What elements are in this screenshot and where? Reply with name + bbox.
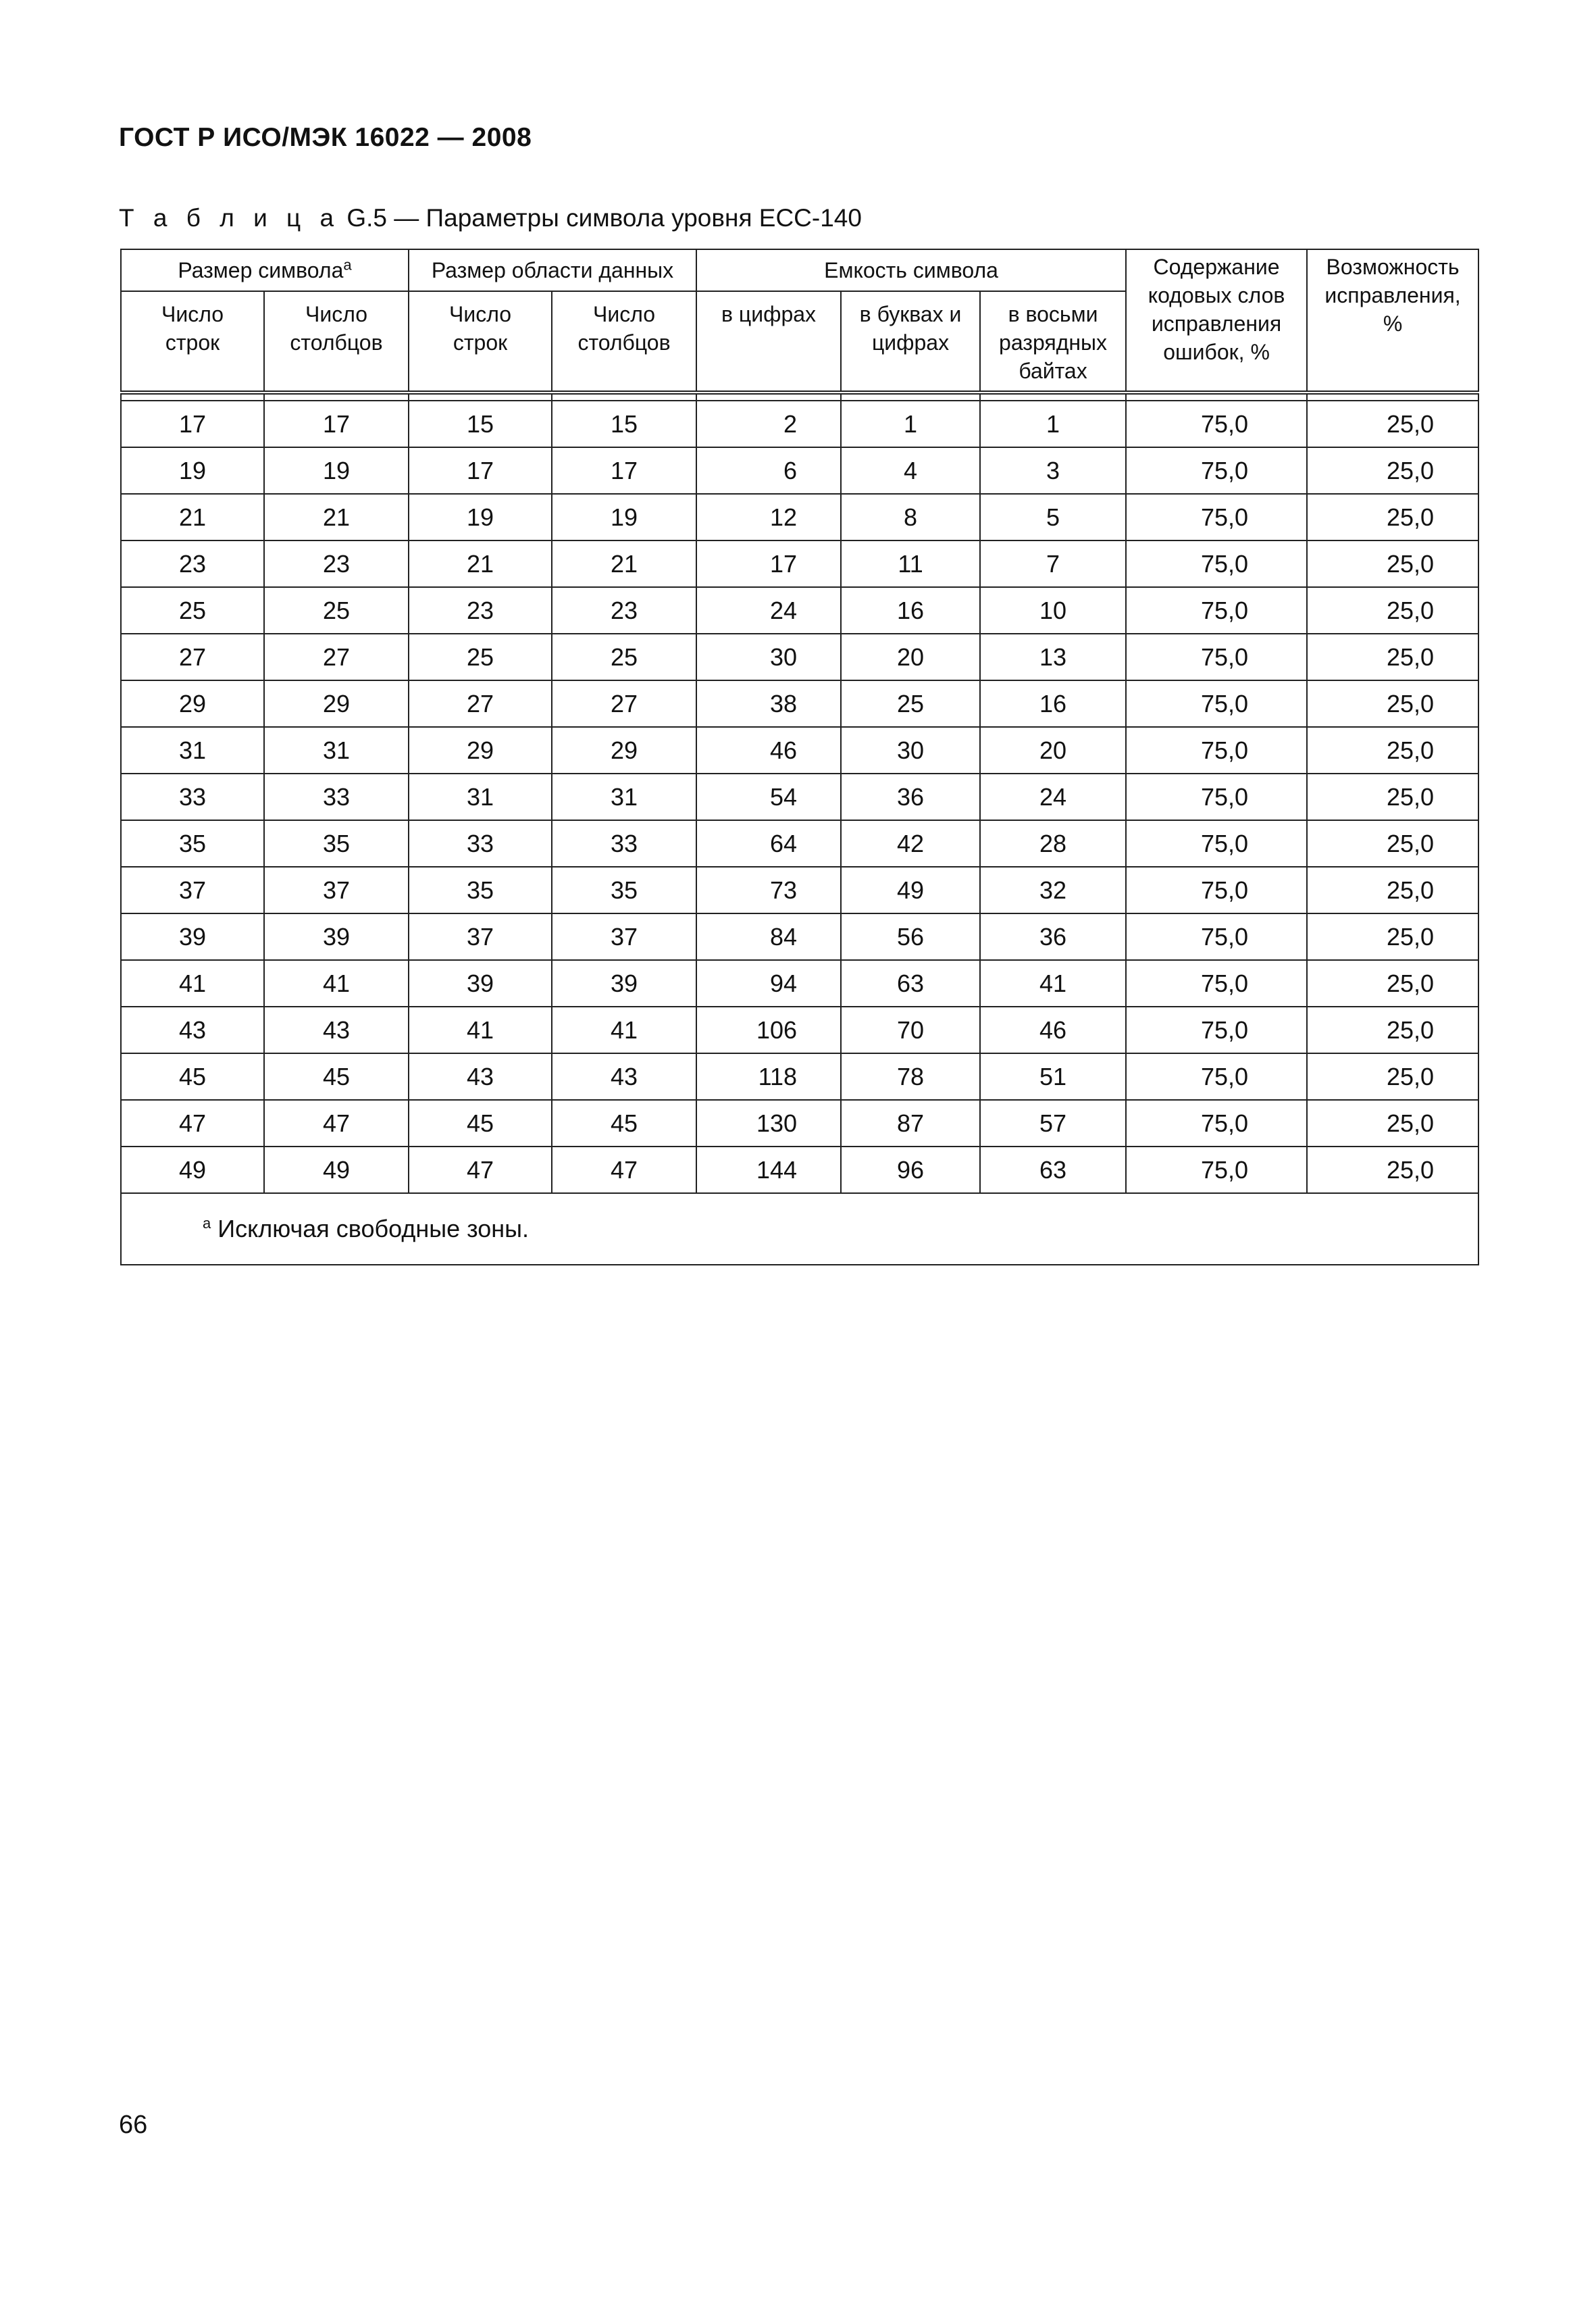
table-cell: 20 <box>841 634 980 680</box>
table-cell: 28 <box>980 820 1126 867</box>
table-cell: 49 <box>121 1147 264 1193</box>
table-cell: 25,0 <box>1307 1053 1478 1100</box>
table-cell: 46 <box>980 1007 1126 1053</box>
table-cell: 43 <box>552 1053 696 1100</box>
table-cell: 75,0 <box>1126 1100 1307 1147</box>
table-cell: 45 <box>264 1053 409 1100</box>
table-cell: 29 <box>264 680 409 727</box>
table-cell: 130 <box>696 1100 841 1147</box>
header-data-cols-count: Число столбцов <box>552 291 696 393</box>
table-row <box>121 540 1478 587</box>
table-cell: 96 <box>841 1147 980 1193</box>
table-cell: 17 <box>409 447 552 494</box>
table-cell: 19 <box>264 447 409 494</box>
table-cell: 25,0 <box>1307 634 1478 680</box>
table-cell: 75,0 <box>1126 820 1307 867</box>
table-cell: 75,0 <box>1126 401 1307 447</box>
table-cell: 25,0 <box>1307 1007 1478 1053</box>
table-cell: 27 <box>121 634 264 680</box>
table-cell: 47 <box>121 1100 264 1147</box>
table-cell: 41 <box>264 960 409 1007</box>
table-caption-prefix: Т а б л и ц а <box>119 204 340 232</box>
table-cell: 25,0 <box>1307 727 1478 774</box>
table-cell: 13 <box>980 634 1126 680</box>
table-cell: 21 <box>552 540 696 587</box>
table-cell: 41 <box>980 960 1126 1007</box>
table-cell: 30 <box>696 634 841 680</box>
table-cell: 6 <box>696 447 841 494</box>
table-cell: 25,0 <box>1307 494 1478 540</box>
table-cell: 12 <box>696 494 841 540</box>
table-cell: 37 <box>121 867 264 913</box>
table-cell: 24 <box>980 774 1126 820</box>
table-body <box>121 401 1478 1193</box>
table-cell: 75,0 <box>1126 727 1307 774</box>
table-cell: 11 <box>841 540 980 587</box>
header-symbol-size: Размер символа$^а$ <box>121 249 409 291</box>
table-cell: 45 <box>409 1100 552 1147</box>
table-row <box>121 913 1478 960</box>
table-cell: 75,0 <box>1126 867 1307 913</box>
table-cell: 17 <box>264 401 409 447</box>
header-digits: в цифрах <box>696 291 841 393</box>
table-cell: 25 <box>121 587 264 634</box>
table-cell: 56 <box>841 913 980 960</box>
table-row <box>121 447 1478 494</box>
table-cell: 29 <box>121 680 264 727</box>
table-cell: 39 <box>264 913 409 960</box>
table-cell: 43 <box>409 1053 552 1100</box>
table-cell: 35 <box>552 867 696 913</box>
table-cell: 75,0 <box>1126 634 1307 680</box>
header-bytes: в восьми разрядных байтах <box>980 291 1126 393</box>
table-cell: 41 <box>409 1007 552 1053</box>
parameters-table <box>120 249 1479 1265</box>
table-row <box>121 680 1478 727</box>
table-cell: 39 <box>121 913 264 960</box>
table-cell: 33 <box>552 820 696 867</box>
table-cell: 46 <box>696 727 841 774</box>
header-correction-capability: Возможность исправления, % <box>1307 249 1478 393</box>
table-cell: 25 <box>552 634 696 680</box>
header-alphanumeric: в буквах и цифрах <box>841 291 980 393</box>
table-cell: 47 <box>264 1100 409 1147</box>
table-cell: 16 <box>980 680 1126 727</box>
table-cell: 45 <box>552 1100 696 1147</box>
table-cell: 47 <box>409 1147 552 1193</box>
header-ec-content: Содержание кодовых слов исправления ошибок, % <box>1126 249 1307 393</box>
table-cell: 5 <box>980 494 1126 540</box>
table-cell: 25,0 <box>1307 540 1478 587</box>
table-cell: 7 <box>980 540 1126 587</box>
header-data-rows-count: Число строк <box>409 291 552 393</box>
table-row <box>121 1007 1478 1053</box>
page-number: 66 <box>119 2111 148 2139</box>
table-cell: 36 <box>980 913 1126 960</box>
table-cell: 33 <box>121 774 264 820</box>
table-cell: 23 <box>121 540 264 587</box>
table-cell: 25,0 <box>1307 447 1478 494</box>
table-cell: 21 <box>121 494 264 540</box>
table-cell: 106 <box>696 1007 841 1053</box>
table-cell: 25,0 <box>1307 1100 1478 1147</box>
table-cell: 8 <box>841 494 980 540</box>
table-cell: 33 <box>409 820 552 867</box>
table-cell: 24 <box>696 587 841 634</box>
table-cell: 25,0 <box>1307 401 1478 447</box>
table-cell: 21 <box>264 494 409 540</box>
table-cell: 25,0 <box>1307 1147 1478 1193</box>
table-cell: 21 <box>409 540 552 587</box>
table-cell: 64 <box>696 820 841 867</box>
table-cell: 1 <box>980 401 1126 447</box>
table-cell: 118 <box>696 1053 841 1100</box>
table-cell: 75,0 <box>1126 447 1307 494</box>
table-cell: 43 <box>121 1007 264 1053</box>
table-cell: 25,0 <box>1307 960 1478 1007</box>
header-cols-count: Число столбцов <box>264 291 409 393</box>
table-cell: 23 <box>552 587 696 634</box>
table-cell: 37 <box>264 867 409 913</box>
table-cell: 25 <box>841 680 980 727</box>
table-cell: 17 <box>552 447 696 494</box>
table-cell: 36 <box>841 774 980 820</box>
table-cell: 51 <box>980 1053 1126 1100</box>
table-cell: 20 <box>980 727 1126 774</box>
table-cell: 35 <box>409 867 552 913</box>
table-row <box>121 494 1478 540</box>
table-cell: 29 <box>409 727 552 774</box>
table-cell: 32 <box>980 867 1126 913</box>
table-cell: 75,0 <box>1126 494 1307 540</box>
table-cell: 75,0 <box>1126 960 1307 1007</box>
table-cell: 75,0 <box>1126 1007 1307 1053</box>
table-cell: 31 <box>121 727 264 774</box>
table-cell: 33 <box>264 774 409 820</box>
table-cell: 15 <box>552 401 696 447</box>
table-cell: 49 <box>264 1147 409 1193</box>
table-cell: 87 <box>841 1100 980 1147</box>
table-cell: 3 <box>980 447 1126 494</box>
table-cell: 17 <box>121 401 264 447</box>
table-cell: 2 <box>696 401 841 447</box>
table-cell: 23 <box>264 540 409 587</box>
table-cell: 94 <box>696 960 841 1007</box>
table-cell: 45 <box>121 1053 264 1100</box>
table-cell: 37 <box>552 913 696 960</box>
table-row <box>121 960 1478 1007</box>
table-cell: 39 <box>552 960 696 1007</box>
table-cell: 27 <box>552 680 696 727</box>
table-cell: 37 <box>409 913 552 960</box>
table-row <box>121 727 1478 774</box>
table-row <box>121 401 1478 447</box>
table-cell: 29 <box>552 727 696 774</box>
table-cell: 43 <box>264 1007 409 1053</box>
table-cell: 47 <box>552 1147 696 1193</box>
table-row <box>121 1147 1478 1193</box>
table-caption-title: G.5 — Параметры символа уровня ЕСС-140 <box>346 204 862 232</box>
table-cell: 27 <box>409 680 552 727</box>
header-data-area-size: Размер области данных <box>409 249 696 291</box>
table-cell: 49 <box>841 867 980 913</box>
table-cell: 19 <box>409 494 552 540</box>
header-capacity: Емкость символа <box>696 249 1126 291</box>
table-row <box>121 820 1478 867</box>
table-cell: 63 <box>841 960 980 1007</box>
header-separator <box>121 393 1478 401</box>
table-cell: 38 <box>696 680 841 727</box>
table-cell: 19 <box>121 447 264 494</box>
table-cell: 35 <box>264 820 409 867</box>
table-cell: 15 <box>409 401 552 447</box>
table-cell: 35 <box>121 820 264 867</box>
table-cell: 25 <box>409 634 552 680</box>
table-cell: 75,0 <box>1126 913 1307 960</box>
table-caption <box>119 204 862 232</box>
table-cell: 39 <box>409 960 552 1007</box>
table-cell: 30 <box>841 727 980 774</box>
table-row <box>121 1053 1478 1100</box>
table-cell: 84 <box>696 913 841 960</box>
table-cell: 41 <box>121 960 264 1007</box>
table-cell: 31 <box>552 774 696 820</box>
table-row <box>121 587 1478 634</box>
table-cell: 16 <box>841 587 980 634</box>
table-cell: 75,0 <box>1126 540 1307 587</box>
table-cell: 25 <box>264 587 409 634</box>
table-cell: 75,0 <box>1126 774 1307 820</box>
table-cell: 144 <box>696 1147 841 1193</box>
table-cell: 75,0 <box>1126 1053 1307 1100</box>
table-cell: 25,0 <box>1307 820 1478 867</box>
document-header: ГОСТ Р ИСО/МЭК 16022 — 2008 <box>119 123 532 152</box>
table-cell: 23 <box>409 587 552 634</box>
header-rows-count: Число строк <box>121 291 264 393</box>
table-cell: 10 <box>980 587 1126 634</box>
table-cell: 25,0 <box>1307 774 1478 820</box>
table-cell: 42 <box>841 820 980 867</box>
table-cell: 73 <box>696 867 841 913</box>
table-cell: 27 <box>264 634 409 680</box>
table-cell: 78 <box>841 1053 980 1100</box>
table-cell: 31 <box>264 727 409 774</box>
table-cell: 31 <box>409 774 552 820</box>
table-footnote: $^а$ Исключая свободные зоны. <box>121 1193 1478 1265</box>
table-cell: 70 <box>841 1007 980 1053</box>
table-cell: 25,0 <box>1307 867 1478 913</box>
table-cell: 75,0 <box>1126 587 1307 634</box>
table-cell: 19 <box>552 494 696 540</box>
table-row <box>121 774 1478 820</box>
table-cell: 54 <box>696 774 841 820</box>
table-cell: 1 <box>841 401 980 447</box>
table-row <box>121 634 1478 680</box>
table-cell: 41 <box>552 1007 696 1053</box>
table-cell: 63 <box>980 1147 1126 1193</box>
footnote-ref: а <box>343 256 352 274</box>
table-cell: 25,0 <box>1307 587 1478 634</box>
table-cell: 25,0 <box>1307 680 1478 727</box>
table-cell: 4 <box>841 447 980 494</box>
table-cell: 75,0 <box>1126 680 1307 727</box>
table-cell: 57 <box>980 1100 1126 1147</box>
table-cell: 75,0 <box>1126 1147 1307 1193</box>
table-row <box>121 867 1478 913</box>
table-cell: 17 <box>696 540 841 587</box>
table-cell: 25,0 <box>1307 913 1478 960</box>
table-row <box>121 1100 1478 1147</box>
